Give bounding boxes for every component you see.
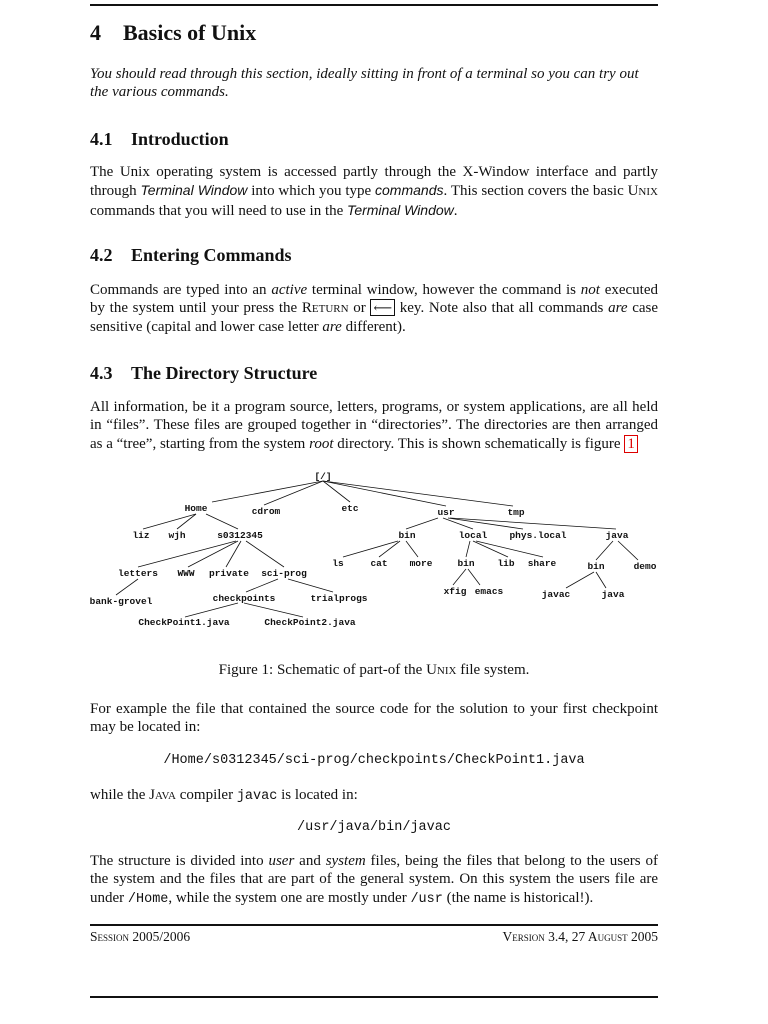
- node-more: more: [409, 558, 433, 569]
- node-checkpoint1: CheckPoint1.java: [138, 617, 230, 628]
- section-heading-4-2: 4.2 Entering Commands: [90, 245, 292, 265]
- node-local-bin: bin: [457, 558, 475, 569]
- node-trialprogs: trialprogs: [310, 593, 368, 604]
- section-4-3-paragraph: All information, be it a program source, letters, programs, or system applications, are all held in “files”. These files are grouped together in “directories”. The directories are then arranged as a “tree”, starting from the system root directory. This is shown schematically is figure 1: [90, 399, 658, 452]
- section-4-2-paragraph: Commands are typed into an active terminal window, however the command is not executed by the system until your press the Return or ⟵ key. Note also that all commands are case sensitive (capital and lower case letter are different).: [90, 282, 659, 335]
- node-java-bin: bin: [587, 561, 605, 572]
- node-xfig: xfig: [443, 586, 467, 597]
- node-etc: etc: [341, 503, 359, 514]
- node-root: [/]: [314, 471, 332, 482]
- figure-reference-link[interactable]: 1: [624, 435, 638, 453]
- top-rule: [90, 4, 658, 6]
- node-share: share: [527, 558, 557, 569]
- directory-tree-figure: [88, 466, 668, 636]
- footer-session: Session 2005/2006: [90, 929, 191, 944]
- while-paragraph: while the Java compiler javac is located in:: [90, 787, 358, 804]
- chapter-number: 4: [90, 20, 101, 45]
- node-tmp: tmp: [507, 507, 525, 518]
- node-letters: letters: [118, 568, 158, 579]
- node-phys-local: phys.local: [509, 530, 567, 541]
- node-checkpoint2: CheckPoint2.java: [264, 617, 356, 628]
- node-home: Home: [184, 503, 208, 514]
- bottom-rule: [90, 996, 658, 998]
- node-www: WWW: [177, 568, 195, 579]
- node-javac: javac: [541, 589, 571, 600]
- figure-caption: Figure 1: Schematic of part-of the Unix file system.: [218, 662, 530, 678]
- node-bin: bin: [398, 530, 416, 541]
- node-ls: ls: [332, 558, 344, 569]
- chapter-title: Basics of Unix: [123, 20, 257, 45]
- code-path-javac: /usr/java/bin/javac: [297, 820, 451, 835]
- tree-labels: [90, 471, 657, 628]
- footer-version: Version 3.4, 27 August 2005: [502, 929, 658, 944]
- code-path-checkpoint: /Home/s0312345/sci-prog/checkpoints/CheckPoint1.java: [163, 753, 585, 768]
- footer-rule: [90, 924, 658, 926]
- node-cat: cat: [370, 558, 388, 569]
- example-paragraph: For example the file that contained the source code for the solution to your first checkpoint may be located in:: [90, 701, 658, 736]
- node-local: local: [458, 530, 488, 541]
- intro-note: You should read through this section, ideally sitting in front of a terminal so you can try out the various commands.: [90, 66, 639, 101]
- node-java: java: [605, 530, 629, 541]
- section-4-1-paragraph: The Unix operating system is accessed partly through the X-Window interface and partly through Terminal Window into which you type commands. This section covers the basic Unix commands that you will need to use in the Terminal Window.: [90, 164, 658, 219]
- return-key-icon: ⟵: [370, 299, 395, 316]
- chapter-heading: [90, 20, 256, 46]
- node-cdrom: cdrom: [251, 506, 281, 517]
- node-usr: usr: [437, 507, 455, 518]
- node-lib: lib: [497, 558, 515, 569]
- section-heading-4-3: 4.3 The Directory Structure: [90, 363, 318, 383]
- structure-paragraph: The structure is divided into user and system files, being the files that belong to the users of the system and the files that are part of the general system. On this system the users file are under /Home, while the system one are mostly under /usr (the name is historical!).: [90, 853, 658, 907]
- node-sci-prog: sci-prog: [261, 568, 307, 579]
- section-heading-4-1: 4.1 Introduction: [90, 129, 229, 149]
- node-java-exec: java: [601, 589, 625, 600]
- node-emacs: emacs: [474, 586, 504, 597]
- node-s0312345: s0312345: [217, 530, 263, 541]
- node-wjh: wjh: [168, 530, 186, 541]
- node-checkpoints: checkpoints: [212, 593, 276, 604]
- node-private: private: [209, 568, 249, 579]
- node-liz: liz: [132, 530, 150, 541]
- node-bank-grovel: bank-grovel: [89, 596, 153, 607]
- node-demo: demo: [633, 561, 657, 572]
